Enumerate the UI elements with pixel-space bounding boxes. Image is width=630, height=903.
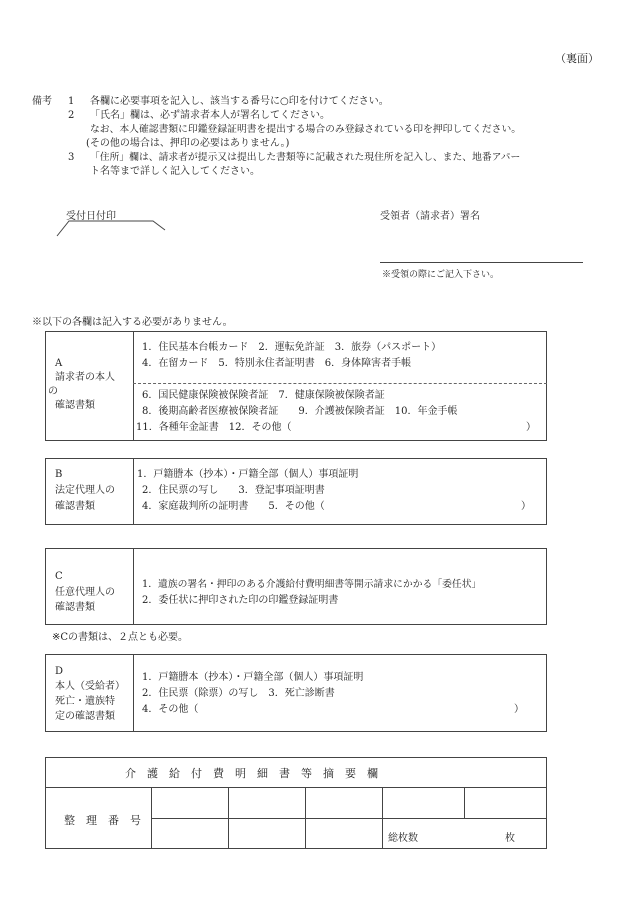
note-text: (その他の場合は、押印の必要はありません。) [86, 138, 290, 149]
section-d-option-line: 4．その他（ [142, 704, 199, 715]
section-d-heading: 死亡・遺族特 [55, 696, 115, 707]
signature-note: ※受領の際にご記入下さい。 [382, 270, 500, 280]
section-b-letter: B [55, 469, 63, 480]
section-d-divider [133, 654, 134, 732]
section-a-letter: A [55, 358, 63, 369]
section-b-divider [133, 458, 134, 525]
section-a-option-line: 8．後期高齢者医療被保険者証 9．介護被保険者証 10．年金手帳 [142, 406, 458, 417]
summary-row-label: 整 理 番 号 [64, 814, 141, 827]
section-d-close-paren: ） [514, 704, 524, 715]
section-d-letter: D [55, 666, 64, 677]
summary-entry-cell[interactable] [152, 819, 227, 848]
section-c-option-line: 2．委任状に押印された印の印鑑登録証明書 [142, 595, 339, 606]
section-a-option-line: 1．住民基本台帳カード 2．運転免許証 3．旅券（パスポート） [142, 342, 442, 353]
section-c-option-line: 1．遺族の署名・押印のある介護給付費明細書等開示請求にかかる「委任状」 [142, 579, 482, 590]
summary-entry-cell[interactable] [229, 819, 304, 848]
summary-total-label: 総枚数 [388, 833, 418, 844]
note-text: 「住所」欄は、請求者が提示又は提出した書類等に記載された現住所を記入し、また、地番アパー [90, 152, 521, 163]
section-b-close-paren: ） [521, 501, 531, 512]
note-text: 各欄に必要事項を記入し、該当する番号に○印を付けてください。 [90, 96, 389, 107]
section-a-heading: 請求者の本人 [55, 372, 115, 383]
section-a-heading: の [48, 386, 58, 397]
section-c-heading: 任意代理人の [55, 587, 115, 598]
summary-entry-cell[interactable] [383, 788, 463, 817]
no-entry-note: ※以下の各欄は記入する必要がありません。 [32, 317, 233, 328]
signature-label: 受領者（請求者）署名 [380, 211, 480, 222]
section-c-divider [133, 548, 134, 625]
section-c-note: ※Cの書類は、２点とも必要。 [52, 632, 189, 643]
section-b-heading: 確認書類 [55, 501, 95, 512]
note-text: なお、本人確認書類に印鑑登録証明書を提出する場合のみ登録されている印を押印してください。 [90, 124, 522, 135]
section-a-divider [133, 331, 134, 441]
section-d-heading: 定の確認書類 [55, 711, 115, 722]
summary-table-title: 介 護 給 付 費 明 細 書 等 摘 要 欄 [125, 767, 378, 780]
note-number-1: 1 [68, 96, 75, 107]
section-a-dashed-divider [133, 383, 547, 384]
section-a-close-paren: ） [526, 422, 536, 433]
section-d-option-line: 1．戸籍謄本（抄本）・戸籍全部（個人）事項証明 [142, 672, 364, 683]
section-b-heading: 法定代理人の [55, 485, 115, 496]
summary-entry-cell[interactable] [306, 788, 381, 817]
stamp-frame [55, 218, 170, 238]
section-b-option-line: 1．戸籍謄本（抄本）・戸籍全部（個人）事項証明 [137, 469, 359, 480]
notes-label: 備考 [32, 96, 52, 107]
summary-entry-cell[interactable] [229, 788, 304, 817]
section-c-letter: C [55, 571, 63, 582]
note-number-3: 3 [68, 152, 75, 163]
section-a-option-line: 4．在留カード 5．特別永住者証明書 6．身体障害者手帳 [142, 358, 412, 369]
section-c-heading: 確認書類 [55, 602, 95, 613]
section-b-option-line: 4．家庭裁判所の証明書 5．その他（ [142, 501, 325, 512]
section-d-option-line: 2．住民票（除票）の写し 3．死亡診断書 [142, 688, 335, 699]
note-number-2: 2 [68, 110, 75, 121]
section-a-heading: 確認書類 [55, 400, 95, 411]
stamp-label: 受付日付印 [66, 211, 116, 222]
signature-line[interactable] [380, 262, 583, 263]
note-text: 「氏名」欄は、必ず請求者本人が署名してください。 [90, 110, 330, 121]
page-side-label: （裏面） [555, 52, 599, 65]
summary-total-input[interactable] [430, 822, 500, 844]
summary-total-unit: 枚 [505, 833, 515, 844]
summary-entry-cell[interactable] [152, 788, 227, 817]
note-text: ト名等まで詳しく記入してください。 [90, 166, 260, 177]
section-a-option-line: 6．国民健康保険被保険者証 7．健康保険被保険者証 [142, 390, 385, 401]
section-b-option-line: 2．住民票の写し 3．登記事項証明書 [142, 485, 325, 496]
summary-entry-cell[interactable] [306, 819, 381, 848]
section-a-option-line: 11．各種年金証書 12．その他（ [136, 422, 292, 433]
summary-entry-cell[interactable] [465, 788, 546, 817]
section-d-heading: 本人（受給者） [55, 681, 125, 692]
